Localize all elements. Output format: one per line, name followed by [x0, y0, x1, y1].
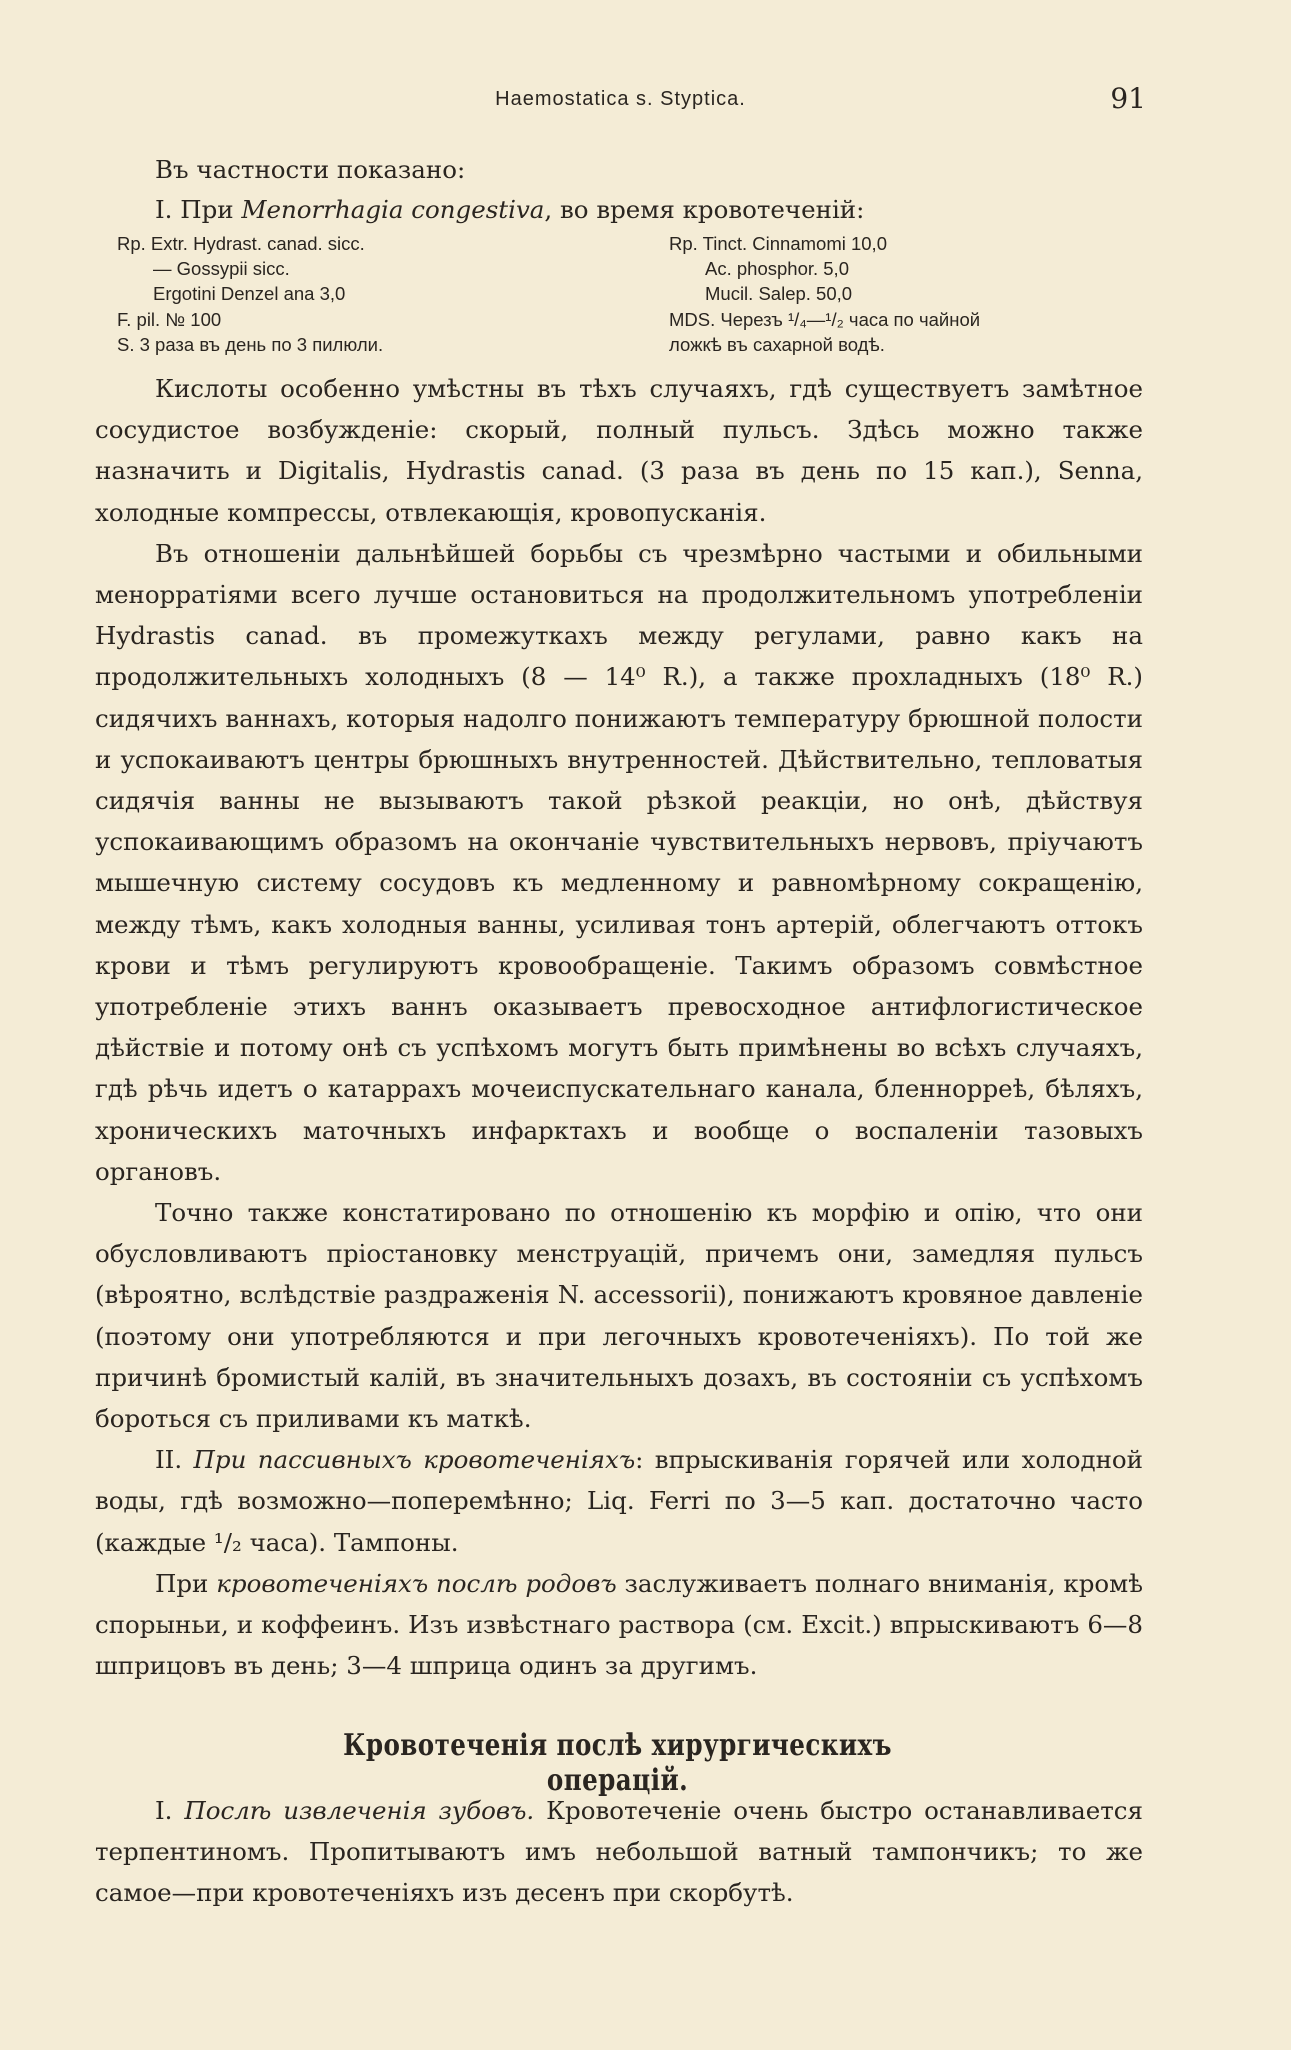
teeth-rest: Кровотеченіе очень быстро останавливается терпентиномъ. Пропитываютъ имъ небольшой ватный тампончикъ; то же самое—при кровотеченіяхъ изъ десенъ при скорбутѣ.	[95, 1796, 1143, 1908]
postpartum-prefix: При	[155, 1568, 217, 1598]
prescription-line: Ergotini Denzel ana 3,0	[153, 283, 346, 305]
passive-term: При пассивныхъ кровотеченіяхъ	[193, 1445, 636, 1475]
paragraph-baths: Въ отношеніи дальнѣйшей борьбы съ чрезмѣрно частыми и обильными менорратіями всего лучше остановиться на продолжительномъ употребленіи Hydrastis canad. въ промежуткахъ между регулами, равно какъ на продолжительныхъ холодныхъ (8 — 14⁰ R.), а также прохладныхъ (18⁰ R.) сидячихъ ваннахъ, которыя надолго понижаютъ температуру брюшной полости и успокаиваютъ центры брюшныхъ внутренностей. Дѣйствительно, тепловатыя сидячія ванны не вызываютъ такой рѣзкой реакціи, но онѣ, дѣйствуя успокаивающимъ образомъ на окончаніе чувствительныхъ нервовъ, пріучаютъ мышечную систему сосудовъ къ медленному и равномѣрному сокращенію, между тѣмъ, какъ холодныя ванны, усиливая тонъ артерій, облегчаютъ оттокъ крови и тѣмъ регулируютъ кровообращеніе. Такимъ образомъ совмѣстное употребленіе этихъ ваннъ оказываетъ превосходное антифлогистическое дѣйствіе и потому онѣ съ успѣхомъ могутъ быть примѣнены во всѣхъ случаяхъ, гдѣ рѣчь идетъ о катаррахъ мочеиспускательнаго канала, бленнорреѣ, бѣляхъ, хроническихъ маточныхъ инфарктахъ и вообще о воспаленіи тазовыхъ органовъ.	[95, 538, 1143, 1186]
prescription-line: ложкѣ въ сахарной водѣ.	[669, 333, 885, 355]
prescription-line: Rp. Extr. Hydrast. canad. sicc.	[117, 233, 365, 254]
paragraph-morphine: Точно также констатировано по отношенію къ морфію и опію, что они обусловливаютъ пріостановку менструацій, причемъ они, замедляя пульсъ (вѣроятно, вслѣдствіе раздраженія N. accessorii), понижаютъ кровяное давленіе (поэтому они употребляются и при легочныхъ кровотеченіяхъ). По той же причинѣ бромистый калій, въ значительныхъ дозахъ, въ состояніи съ успѣхомъ бороться съ приливами къ маткѣ.	[95, 1198, 1143, 1434]
paragraph-teeth	[95, 1790, 1143, 1914]
postpartum-term: кровотеченіяхъ послѣ родовъ	[216, 1568, 617, 1598]
passive-rest: : впрыскиванія горячей или холодной воды, гдѣ возможно—поперемѣнно; Liq. Ferri по 3—5 кап. достаточно часто (каждые ¹/₂ часа). Тампоны.	[95, 1445, 1144, 1557]
teeth-term: Послѣ извлеченія зубовъ.	[184, 1796, 535, 1825]
indication-term: Menorrhagia congestiva	[241, 195, 545, 224]
page-number: 91	[1110, 82, 1146, 115]
running-head: Haemostatica s. Styptica.	[495, 88, 746, 110]
section-heading: Кровотеченія послѣ хирургическихъ операцій.	[343, 1728, 892, 1798]
section-text	[95, 1790, 1143, 1914]
paragraph-acids: Кислоты особенно умѣстны въ тѣхъ случаяхъ, гдѣ существуетъ замѣтное сосудистое возбужденіе: скорый, полный пульсъ. Здѣсь можно также назначить и Digitalis, Hydrastis canad. (3 раза въ день по 15 кап.), Senna, холодные компрессы, отвлекающія, кровопусканія.	[95, 374, 1143, 527]
teeth-prefix: I.	[155, 1796, 185, 1825]
prescription-line: S. 3 раза въ день по 3 пилюли.	[117, 333, 384, 355]
postpartum-rest: заслуживаетъ полнаго вниманія, кромѣ спорыньи, и коффеинъ. Изъ извѣстнаго раствора (см. Excit.) впрыскиваютъ 6—8 шприцовъ въ день; 3—4 шприца одинъ за другимъ.	[95, 1568, 1144, 1681]
prescription-line: Rp. Tinct. Cinnamomi 10,0	[669, 233, 887, 254]
prescription-line: MDS. Черезъ ¹/₄—¹/₂ часа по чайной	[669, 308, 981, 330]
indication-prefix: I. При	[155, 195, 242, 224]
intro-indication	[155, 190, 864, 230]
prescription-left	[117, 231, 637, 357]
prescription-line: — Gossypii sicc.	[153, 258, 290, 280]
intro-block	[155, 150, 864, 230]
prescription-line: Mucil. Salep. 50,0	[705, 283, 853, 305]
indication-suffix: , во время кровотеченій:	[544, 195, 865, 224]
page-header	[95, 82, 1146, 122]
main-text	[95, 368, 1143, 1687]
prescription-line: Ac. phosphor. 5,0	[705, 258, 849, 280]
intro-line: Въ частности показано:	[155, 155, 466, 184]
paragraph-passive	[95, 1439, 1143, 1563]
prescription-right	[669, 231, 1144, 357]
passive-prefix: II.	[155, 1445, 194, 1475]
paragraph-postpartum	[95, 1563, 1143, 1687]
prescription-line: F. pil. № 100	[117, 308, 222, 330]
